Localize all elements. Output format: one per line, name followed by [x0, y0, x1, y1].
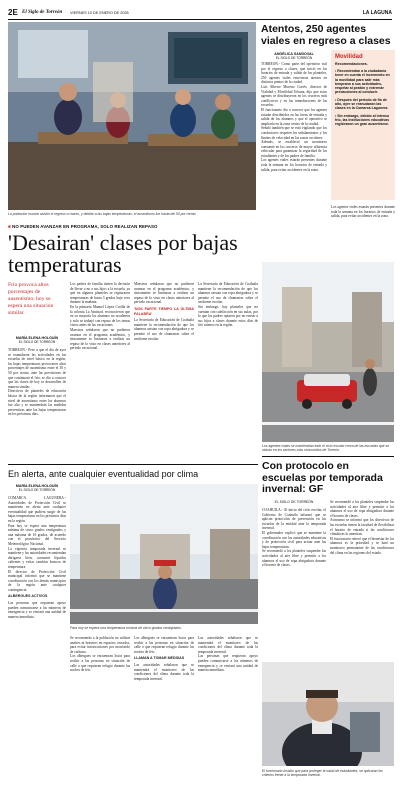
- kicker-bullet-icon: ■: [8, 224, 11, 229]
- school-byline-org: EL SIGLO DE TORREÓN: [18, 340, 56, 344]
- alert-paragraph: Las personas que requieran apoyo pueden comunicarse a los números de emergencia y se enviará una unidad de manera inmediata.: [8, 601, 66, 619]
- school-paragraph: La Secretaría de Educación de Coahuila mantiene la recomendación de que los alumnos asistan con ropa abrigadora y se permite el uso de chamarras sobre el uniforme escolar.: [134, 318, 194, 341]
- traffic-headline: Atentos, 250 agentes viales en regreso a clases: [261, 23, 391, 47]
- header-rule: [8, 19, 392, 20]
- weather-photo-caption: Para hoy se espera una temperatura mínima de cinco grados centígrados.: [70, 626, 182, 630]
- alert-subhead-one: LLAMAN A TOMAR MEDIDAS: [134, 656, 185, 661]
- protocol-body-col2: [330, 500, 394, 658]
- protocol-top-rule: [262, 456, 394, 457]
- sidebar-item: • Después del periodo de fin de año, ayer se reanudaron las clases en la Comarca Lagunera.: [335, 97, 389, 111]
- traffic-paragraph: El funcionario dio a conocer que los agentes estarán distribuidos en las horas de entrada y salida de los alumnos y que el operativo se ampliaría en la zona centro de la ciudad.: [261, 107, 327, 126]
- alert-byline: [8, 484, 66, 492]
- alert-body-col4: [198, 636, 258, 786]
- official-illustration: [262, 662, 394, 766]
- traffic-paragraph: Los agentes viales estarán presentes durante toda la semana en los horarios de entrada y salida, para evitar accidentes en la zona.: [331, 205, 395, 219]
- alert-paragraph: La vigencia temporada invernal se mantiene y las autoridades recomiendan abrigarse bien, consumir líquidos calientes y evitar cambios bruscos de temperatura.: [8, 546, 66, 569]
- sidebar-item: • Recomiendan a la ciudadanía tener en cuenta el incremento en la movilidad para salir más temprano a sus actividades, respetar al peatón y extremar precauciones al conducir.: [335, 69, 390, 95]
- school-paragraph: Maestros señalaron que no pudieron avanzar en el programa académico, y únicamente se limitaron a realizar un repaso de lo visto en clases anteriores al periodo vacacional.: [134, 282, 194, 305]
- protocol-paragraph: Se recomendó a los planteles suspender las actividades al aire libre y permitir a los alumnos el uso de ropa abrigadora durante el horario de clases.: [330, 500, 394, 518]
- alert-paragraph: El director de Protección Civil municipal informó que se mantiene coordinación con los demás municipios de la región ante cualquier contingencia.: [8, 569, 66, 592]
- sidebar-item-text: Sin embargo, debido al intenso frío, las instituciones educativas registraron un gran ausentismo.: [335, 113, 390, 127]
- traffic-paragraph: Además, se estableció un monitoreo constante en los cruceros de mayor afluencia vehicular para garantizar la seguridad de los estudiantes y de los padres de familia.: [261, 140, 327, 158]
- movilidad-sidebar: [331, 50, 395, 200]
- school-paragraph: Directivos de planteles de educación básica de la región informaron que el nivel de ausentismo entre los alumnos fue alto y se mantendrán las medidas preventivas ante las bajas temperaturas en los próximos días.: [8, 389, 66, 417]
- protocol-paragraph: El funcionario reiteró que el bienestar de los alumnos es la prioridad y se hará un monitoreo permanente de las condiciones del clima en las regiones del estado.: [330, 536, 394, 555]
- page-number: 2E: [8, 8, 18, 17]
- protocol-paragraph: Asimismo se informó que los directivos de las escuelas tienen la facultad de flexibilizar el horario de entrada si las condiciones climáticas lo ameritan.: [330, 518, 394, 537]
- classroom-photo-caption: La población escolar asistió el regreso a clases, y debido a las bajas temperaturas, el ausentismo fue hasta del 50 por ciento.: [8, 212, 197, 216]
- alert-body-col2: [70, 636, 130, 786]
- alert-paragraph: Para hoy se espera una temperatura mínima de cinco grados centígrados y una máxima de 16 grados, de acuerdo con el pronóstico del Servicio Meteorológico Nacional.: [8, 523, 66, 546]
- section-name: LA LAGUNA: [362, 10, 392, 16]
- school-paragraph: Maestros señalaron que no pudieron avanzar en el programa académico, y únicamente se limitaron a realizar un repaso de lo visto en clases anteriores al periodo vacacional.: [70, 327, 130, 351]
- alert-headline: En alerta, ante cualquier eventualidad por clima: [8, 469, 199, 479]
- protocol-paragraph: Se recomendó a los planteles suspender las actividades al aire libre y permitir a los alumnos el uso de ropa abrigadora durante el horario de clases.: [262, 549, 326, 568]
- school-paragraph: Los padres de familia tienen la decisión de llevar o no a sus hijos a la escuela, ya que en algunos planteles se registraron temperaturas de hasta 3 grados bajo cero durante la mañana.: [70, 282, 130, 305]
- alert-paragraph: Las personas que requieran apoyo pueden comunicarse a los números de emergencia y se enviará una unidad de manera inmediata.: [198, 654, 258, 673]
- school-byline-name: MARÍA ELENA HOLGUÍN: [15, 336, 59, 340]
- page-header: [8, 8, 392, 18]
- traffic-paragraph: Luis Alberto Moreno Cortés, director de Vialidad y Movilidad Urbana, dijo que estos agentes se distribuyeron en los cruceros más conflictivos y en las inmediaciones de las escuelas.: [261, 84, 327, 108]
- traffic-byline: [261, 52, 327, 60]
- school-body-col2: [70, 282, 130, 458]
- sidebar-item-text: Recomiendan a la ciudadanía tener en cuenta el incremento en la movilidad para salir más temprano a sus actividades, respetar al peatón y extremar precauciones al conducir.: [335, 69, 390, 95]
- sidebar-title: Movilidad: [335, 54, 363, 60]
- sidebar-item: • Sin embargo, debido al intenso frío, las instituciones educativas registraron un gran ausentismo.: [335, 113, 390, 127]
- alert-paragraph: Las autoridades señalaron que se mantendrá el monitoreo de las condiciones del clima durante toda la temporada invernal.: [198, 636, 258, 654]
- school-byline: [8, 336, 66, 344]
- school-paragraph: En la primaria Manuel López Cotilla de la colonia La Amistad, reconocieron que en su mayoría los alumnos no acudieron y solo se trabajó con repaso de los temas vistos antes de las vacaciones.: [70, 304, 130, 328]
- protocol-paragraph: COAHUILA.- Al inicio del ciclo escolar, el Gobierno de Coahuila informó que se aplican protocolos de prevención en las escuelas de la entidad ante la temporada invernal.: [262, 508, 326, 531]
- official-photo-caption: El funcionario insistió que para proteger la salud de estudiantes, se aplicarán los criterios frente a la temporada invernal.: [262, 769, 383, 777]
- protocol-body-col1: [262, 508, 326, 658]
- traffic-paragraph: Señaló también que se está vigilando que los conductores respeten los señalamientos y los límites de velocidad en las zonas escolares.: [261, 126, 327, 140]
- alert-paragraph: COMARCA LAGUNERA.- Autoridades de Protección Civil se mantienen en alerta ante cualquier eventualidad que pudiera surgir de las bajas temperaturas en los próximos días en la región.: [8, 496, 66, 523]
- alert-body-col1: [8, 496, 66, 786]
- protocol-headline: Con protocolo en escuelas por temporada invernal: GF: [262, 460, 383, 495]
- school-body-col3: [134, 282, 194, 458]
- school-paragraph: TORREÓN.- Pese a que el día de ayer se reanudaron las actividades en las escuelas de nivel básico en la región, las bajas temperaturas provocaron altos porcentajes de ausentismo entre el 30 y 50 por ciento, ante las previsiones de que continuará el frío, se dio a conocer que las clases de hoy se desarrollen de manera similar.: [8, 348, 66, 389]
- alert-top-rule: [8, 464, 258, 465]
- school-paragraph: La Secretaría de Educación de Coahuila mantiene la recomendación de que los alumnos asistan con ropa abrigadora y se permite el uso de chamarras sobre el uniforme escolar.: [198, 282, 258, 305]
- protocol-paragraph: El gobernador explicó que se mantiene la coordinación con las autoridades educativas y de protección civil para actuar ante las bajas temperaturas.: [262, 530, 326, 549]
- school-kicker: [8, 224, 258, 229]
- alert-paragraph: Se recomienda a la población no utilizar anafres ni braseros en espacios cerrados, para evitar intoxicaciones por monóxido de carbono.: [70, 636, 130, 654]
- traffic-body: [261, 62, 327, 252]
- weather-photo: [70, 484, 258, 624]
- sidebar-subtitle: Recomendaciones.: [335, 62, 368, 66]
- traffic-paragraph: TORREÓN.- Como parte del operativo vial por el regreso a clases, que inició en los horarios de entrada y salida de los planteles, 250 agentes viales estuvieron atentos en distintos puntos de la ciudad.: [261, 62, 327, 85]
- traffic-body-continued: [331, 205, 395, 255]
- traffic-byline-name: ANGÉLICA SANDOVAL: [274, 52, 314, 56]
- classroom-photo: [8, 22, 256, 210]
- alert-paragraph: Las autoridades señalaron que se mantendrá el monitoreo de las condiciones del clima durante toda la temporada invernal.: [134, 662, 194, 681]
- alert-paragraph: Los albergues se encuentran listos para recibir a las personas en situación de calle o que requieran refugio durante las noches de frío.: [134, 636, 194, 654]
- school-headline: 'Desairan' clases por bajas temperaturas: [8, 230, 238, 277]
- traffic-paragraph: Los agentes viales estarán presentes durante toda la semana en los horarios de entrada y salida, para evitar accidentes en la zona.: [261, 158, 327, 172]
- alert-byline-org: EL SIGLO DE TORREÓN: [18, 488, 56, 492]
- school-body-col1: [8, 348, 66, 458]
- traffic-illustration: [262, 262, 394, 442]
- alert-body-col3: [134, 636, 194, 786]
- page-date: VIERNES 10 DE ENERO DE 2025: [70, 11, 129, 15]
- traffic-byline-org: EL SIGLO DE TORREÓN: [275, 56, 313, 60]
- school-paragraph: Sin embargo, hay planteles que no cuentan con calefacción en sus aulas, por lo que los padres optaron por no enviar a sus hijos a clases durante estos días de frío intenso en la región.: [198, 304, 258, 328]
- kicker-text: NO PUEDEN AVANZAR EN PROGRAMA, SOLO REALIZAN REPASO: [12, 224, 158, 229]
- school-body-col4: [198, 282, 258, 458]
- traffic-photo-caption: Los agentes viales se mantendrán todo el ciclo escolar cerca de las escuelas que se ubican en los sectores más concurridos de Torreón.: [262, 444, 390, 452]
- official-photo: [262, 662, 394, 766]
- classroom-illustration: [8, 22, 256, 210]
- sidebar-item-text: Después del periodo de fin de año, ayer se reanudaron las clases en la Comarca Lagunera.: [335, 97, 389, 111]
- school-deck: Frío provoca altos porcentajes de ausentismo; hoy se espera una situación similar: [8, 282, 54, 316]
- school-subhead: 'NOS PARTE TIEMPO LA ÚLTIMA PALABRA': [134, 306, 194, 316]
- protocol-byline: EL SIGLO DE TORREÓN: [274, 500, 314, 504]
- weather-illustration: [70, 484, 258, 624]
- newspaper-name: El Siglo de Torreón: [22, 10, 63, 15]
- alert-paragraph: Los albergues se encuentran listos para recibir a las personas en situación de calle o que requieran refugio durante las noches de frío.: [70, 654, 130, 673]
- alert-subhead-two: ALBERGUES ACTIVOS: [8, 594, 48, 599]
- alert-byline-name: MARÍA ELENA HOLGUÍN: [15, 484, 59, 488]
- traffic-photo: [262, 262, 394, 442]
